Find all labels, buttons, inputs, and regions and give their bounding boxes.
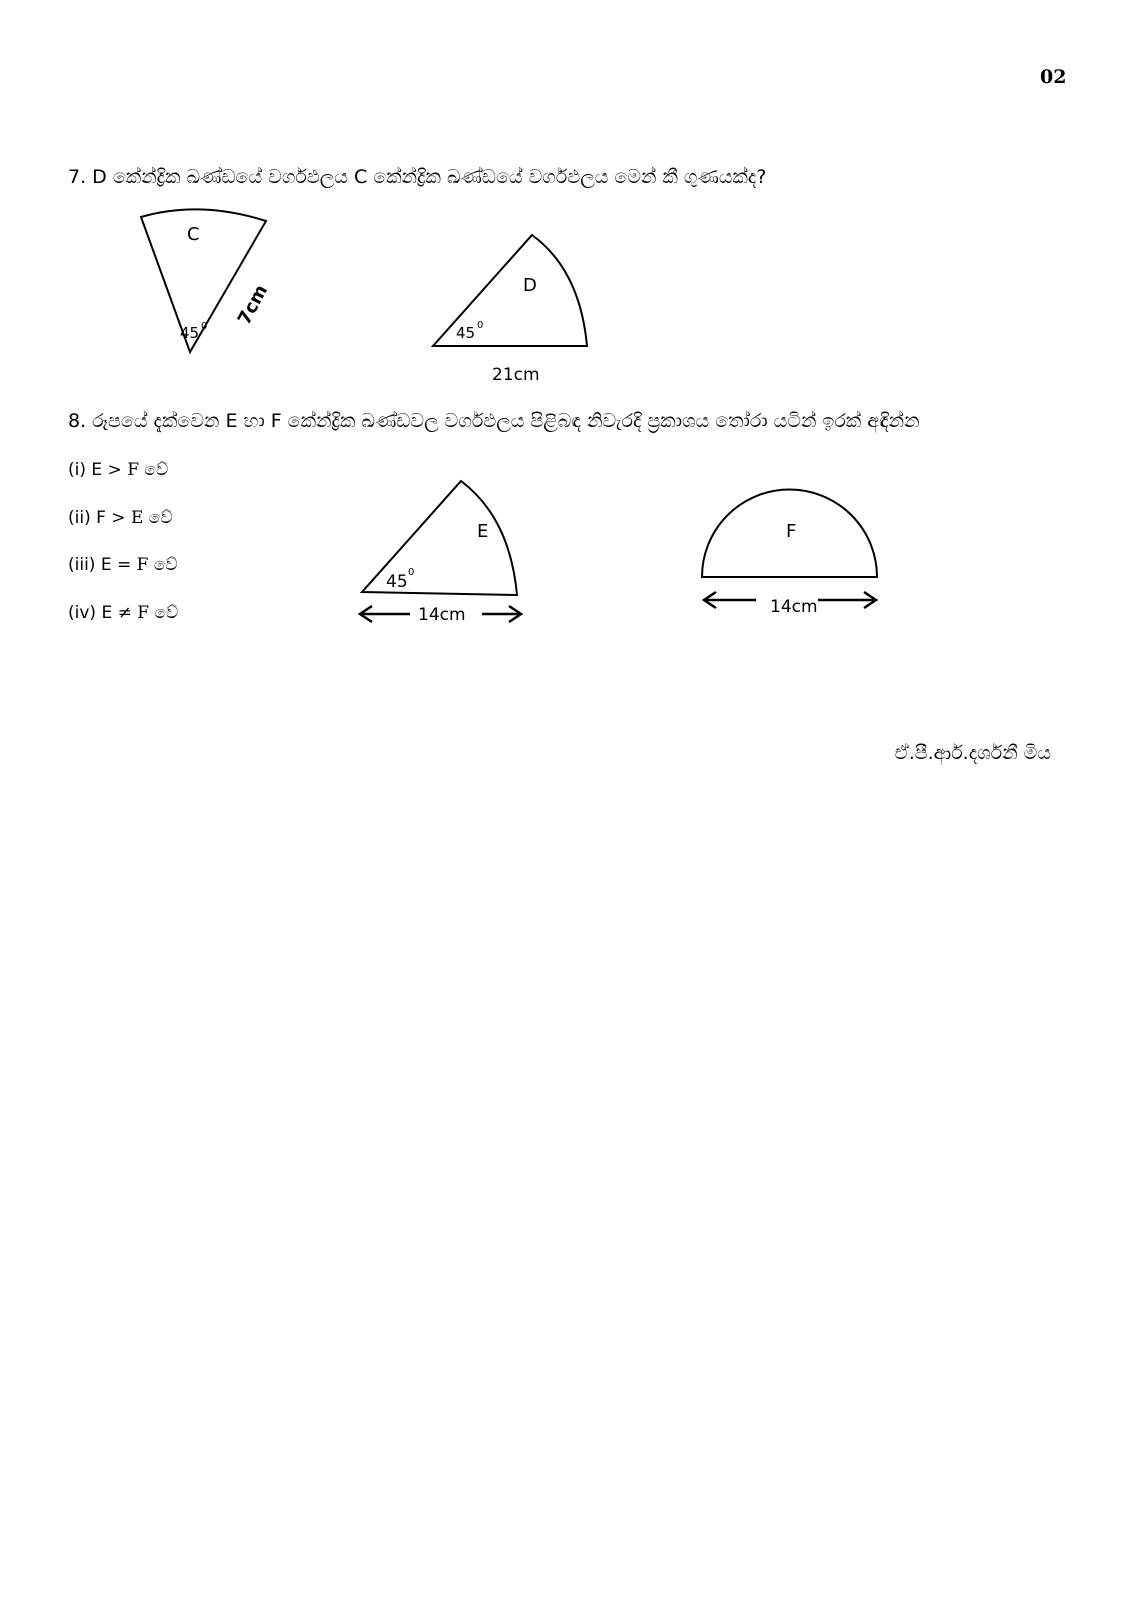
option-iv-operator: ≠ xyxy=(117,603,132,623)
semicircle-f-figure xyxy=(702,489,877,617)
option-i xyxy=(68,460,168,480)
option-iii-prefix: (iii) E xyxy=(68,555,117,575)
option-iv-suffix: වේ xyxy=(149,603,179,623)
option-iii xyxy=(68,555,178,575)
page-number: 02 xyxy=(1040,66,1067,88)
option-iii-operator: = xyxy=(116,555,132,575)
sector-d-angle: 45 xyxy=(456,324,476,342)
sector-c-label: C xyxy=(187,224,200,245)
sector-e-angle: 45 xyxy=(386,572,408,592)
option-iii-suffix: වේ xyxy=(148,555,178,575)
option-i-suffix: වේ xyxy=(139,460,169,480)
option-i-rest: F xyxy=(121,460,139,480)
sector-d-label: D xyxy=(523,275,537,296)
question-7-text: 7. D කේන්ද්‍රික ඛණ්ඩයේ වර්ගඵලය C කේන්ද්‍රික ඛණ්ඩයේ වර්ගඵලය මෙන් කී ගුණයක්ද? xyxy=(68,166,767,188)
option-i-operator: > xyxy=(107,460,122,480)
option-ii-operator: > xyxy=(111,508,126,528)
sector-e-angle-degree: 0 xyxy=(408,567,415,578)
sector-e-label: E xyxy=(477,521,489,542)
semicircle-f-label: F xyxy=(786,521,797,542)
sector-c-angle-degree: 0 xyxy=(201,321,208,332)
option-ii-suffix: වේ xyxy=(143,508,173,528)
sector-d-angle-degree: 0 xyxy=(477,320,484,331)
author-name: ඒ.පී.ආර්.දර්ශනී මිය xyxy=(894,742,1051,764)
option-iii-rest: F xyxy=(131,555,149,575)
sector-e-figure xyxy=(360,481,521,625)
sector-c-side-label: 7cm xyxy=(233,281,273,329)
option-ii-prefix: (ii) F xyxy=(68,508,112,528)
option-ii xyxy=(68,508,173,528)
option-iv-prefix: (iv) E xyxy=(68,603,118,623)
sector-d-figure xyxy=(433,235,587,385)
sector-d-base-label: 21cm xyxy=(492,365,540,385)
option-iv xyxy=(68,603,178,623)
sector-c-figure xyxy=(141,209,272,352)
option-i-prefix: (i) E xyxy=(68,460,108,480)
sector-e-base-label: 14cm xyxy=(418,605,466,625)
sector-c-angle: 45 xyxy=(180,324,200,342)
semicircle-f-base-label: 14cm xyxy=(770,597,818,617)
option-ii-rest: E xyxy=(125,508,144,528)
option-iv-rest: F xyxy=(131,603,150,623)
question-8-text: 8. රූපයේ දැක්වෙන E හා F කේන්ද්‍රික ඛණ්ඩවල වර්ගඵලය පිළිබඳ නිවැරදි ප්‍රකාශය තෝරා යටින් ඉරක් අඳින්න xyxy=(68,410,920,432)
